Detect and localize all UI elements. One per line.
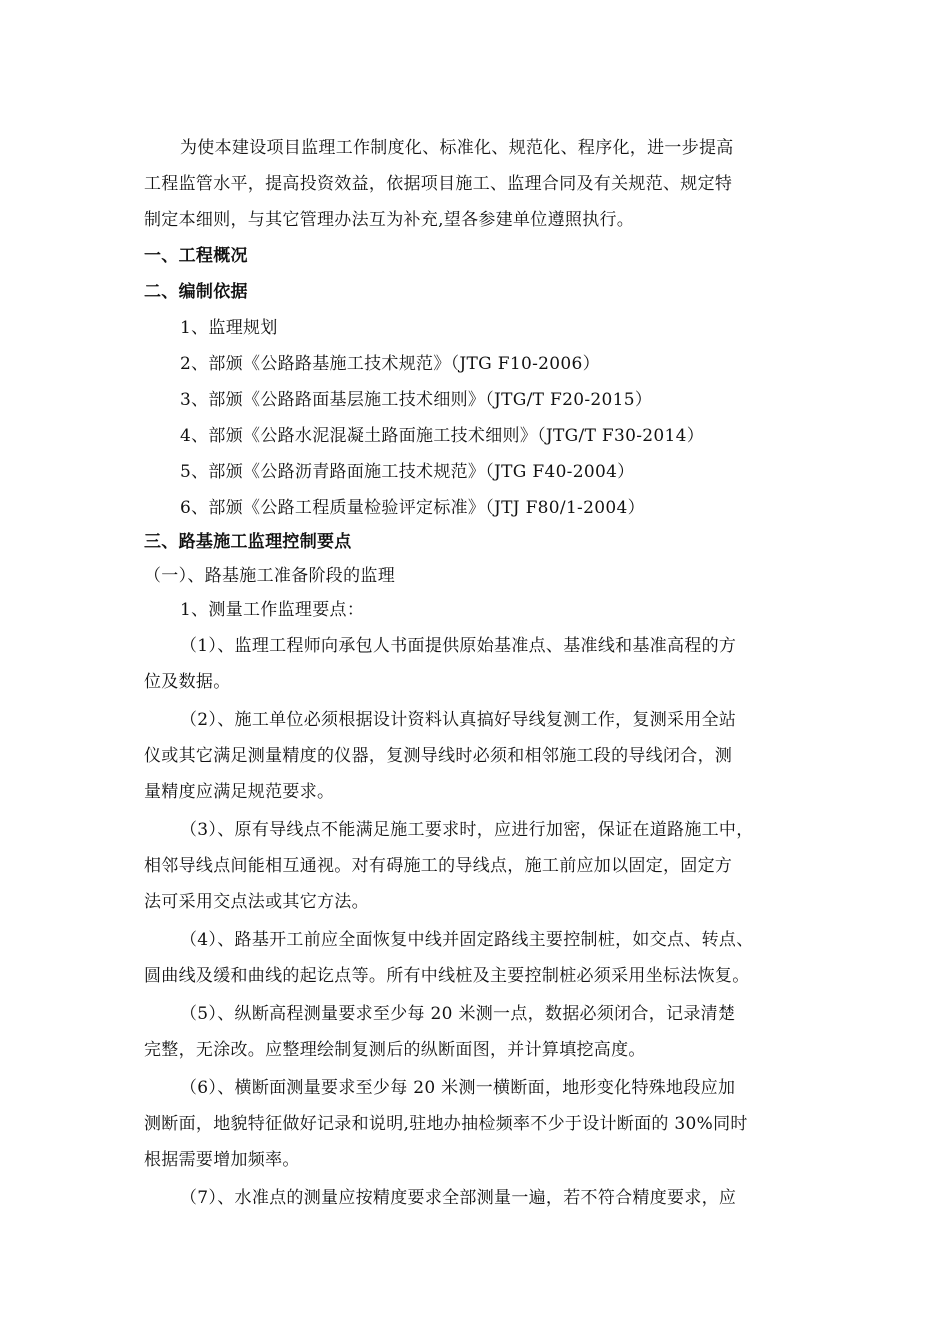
point-4-line-2: 圆曲线及缓和曲线的起讫点等。所有中线桩及主要控制桩必须采用坐标法恢复。	[144, 966, 750, 986]
basis-item-4: 4、部颁《公路水泥混凝土路面施工技术细则》（JTG/T F30-2014）	[180, 426, 705, 446]
point-2-line-3: 量精度应满足规范要求。	[144, 782, 335, 802]
item-heading-survey: 1、测量工作监理要点：	[180, 600, 365, 620]
section-heading-basis: 二、编制依据	[144, 282, 248, 302]
intro-line-3: 制定本细则，与其它管理办法互为补充,望各参建单位遵照执行。	[144, 210, 635, 230]
basis-item-1: 1、监理规划	[180, 318, 278, 338]
basis-item-3: 3、部颁《公路路面基层施工技术细则》（JTG/T F20-2015）	[180, 390, 653, 410]
point-3-line-3: 法可采用交点法或其它方法。	[144, 892, 369, 912]
subsection-heading-prep: （一）、路基施工准备阶段的监理	[144, 566, 395, 586]
point-6-line-2: 测断面，地貌特征做好记录和说明,驻地办抽检频率不少于设计断面的 30%同时	[144, 1114, 748, 1134]
point-1-line-2: 位及数据。	[144, 672, 231, 692]
point-4-line-1: （4）、路基开工前应全面恢复中线并固定路线主要控制桩，如交点、转点、	[180, 930, 754, 950]
section-heading-roadbed: 三、路基施工监理控制要点	[144, 532, 352, 552]
point-6-line-1: （6）、横断面测量要求至少每 20 米测一横断面，地形变化特殊地段应加	[180, 1078, 736, 1098]
basis-item-2: 2、部颁《公路路基施工技术规范》（JTG F10-2006）	[180, 354, 600, 374]
intro-line-2: 工程监管水平，提高投资效益，依据项目施工、监理合同及有关规范、规定特	[144, 174, 733, 194]
intro-line-1: 为使本建设项目监理工作制度化、标准化、规范化、程序化，进一步提高	[180, 138, 734, 158]
point-5-line-2: 完整，无涂改。应整理绘制复测后的纵断面图，并计算填挖高度。	[144, 1040, 646, 1060]
section-heading-overview: 一、工程概况	[144, 246, 248, 266]
point-2-line-1: （2）、施工单位必须根据设计资料认真搞好导线复测工作，复测采用全站	[180, 710, 737, 730]
point-1-line-1: （1）、监理工程师向承包人书面提供原始基准点、基准线和基准高程的方	[180, 636, 737, 656]
basis-item-6: 6、部颁《公路工程质量检验评定标准》（JTJ F80/1-2004）	[180, 498, 645, 518]
basis-item-5: 5、部颁《公路沥青路面施工技术规范》（JTG F40-2004）	[180, 462, 635, 482]
point-6-line-3: 根据需要增加频率。	[144, 1150, 300, 1170]
point-7-line-1: （7）、水准点的测量应按精度要求全部测量一遍，若不符合精度要求，应	[180, 1188, 737, 1208]
point-3-line-1: （3）、原有导线点不能满足施工要求时，应进行加密，保证在道路施工中，	[180, 820, 754, 840]
point-5-line-1: （5）、纵断高程测量要求至少每 20 米测一点，数据必须闭合，记录清楚	[180, 1004, 736, 1024]
point-3-line-2: 相邻导线点间能相互通视。对有碍施工的导线点，施工前应加以固定，固定方	[144, 856, 733, 876]
point-2-line-2: 仪或其它满足测量精度的仪器，复测导线时必须和相邻施工段的导线闭合，测	[144, 746, 733, 766]
